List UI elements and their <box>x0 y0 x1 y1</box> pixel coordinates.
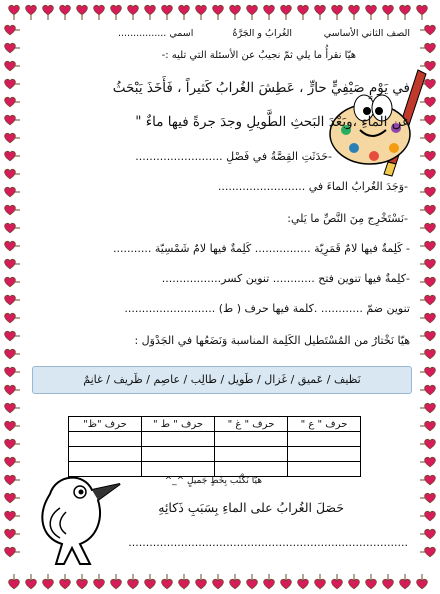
heart-icon <box>264 5 275 15</box>
heart-icon <box>264 579 275 589</box>
heart-icon <box>5 169 16 179</box>
question-3-c: تنوين ضمّ ............ .كلمة فيها حرف ( ط) .......................... <box>124 302 410 315</box>
heart-icon <box>425 295 436 305</box>
heart-icon <box>425 205 436 215</box>
heart-icon <box>425 25 436 35</box>
table-row <box>69 447 361 462</box>
heart-icon <box>400 5 411 15</box>
heart-icon <box>425 457 436 467</box>
table-cell[interactable] <box>142 432 215 447</box>
heart-icon <box>425 187 436 197</box>
heart-icon <box>5 367 16 377</box>
story-line-1: في يَوْمٍ صَيْفِيٍّ حارٍّ ، عَطِشَ الغُرابُ كَثيراً ، فَأَخَذَ يَبْحَثُ <box>112 80 410 96</box>
word-bank-item[interactable]: طَويل <box>227 373 254 386</box>
heart-icon <box>425 277 436 287</box>
heart-icon <box>425 475 436 485</box>
handwriting-line[interactable]: ................................................................................ <box>128 536 408 549</box>
word-bank-item[interactable]: طالِب <box>190 373 217 386</box>
table-cell[interactable] <box>69 432 142 447</box>
heart-icon <box>366 5 377 15</box>
heart-icon <box>425 223 436 233</box>
word-bank-item[interactable]: عَميق <box>297 373 324 386</box>
word-bank <box>32 366 412 394</box>
heart-icon <box>77 579 88 589</box>
lesson-title: الغُرابُ و الجَرَّةُ <box>232 28 292 39</box>
heart-icon <box>5 205 16 215</box>
heart-icon <box>425 259 436 269</box>
question-3-b: -كلِمةٌ فيها تنوين فتح ............ تنوين كسر................. <box>161 272 410 285</box>
heart-icon <box>425 493 436 503</box>
heart-icon <box>315 5 326 15</box>
heart-icon <box>213 5 224 15</box>
heart-icon <box>5 529 16 539</box>
heart-icon <box>5 295 16 305</box>
heart-icon <box>5 115 16 125</box>
heart-icon <box>425 511 436 521</box>
heart-icon <box>94 579 105 589</box>
table-cell[interactable] <box>142 462 215 477</box>
table-cell[interactable] <box>288 447 361 462</box>
heart-icon <box>5 439 16 449</box>
heart-icon <box>5 97 16 107</box>
heart-icon <box>128 579 139 589</box>
heart-icon <box>5 241 16 251</box>
table-header: حرف " غ " <box>215 417 288 432</box>
heart-icon <box>425 529 436 539</box>
heart-icon <box>5 385 16 395</box>
word-bank-item[interactable]: عاصِم <box>153 373 181 386</box>
heart-icon <box>5 403 16 413</box>
table-row <box>69 432 361 447</box>
heart-icon <box>332 5 343 15</box>
heart-icon <box>349 579 360 589</box>
table-cell[interactable] <box>215 447 288 462</box>
heart-icon <box>281 579 292 589</box>
heart-icon <box>298 579 309 589</box>
heart-icon <box>332 579 343 589</box>
heart-icon <box>5 25 16 35</box>
heart-icon <box>5 187 16 197</box>
heart-icon <box>425 547 436 557</box>
heart-icon <box>425 313 436 323</box>
heart-icon <box>349 5 360 15</box>
word-separator: / <box>142 373 154 386</box>
question-3-a: - كَلِمةٌ فيها لامٌ قَمَرِيّة ................ كَلِمةٌ فيها لامٌ شَمْسِيّة ........... <box>112 242 410 255</box>
heart-icon <box>5 61 16 71</box>
heart-icon <box>425 385 436 395</box>
table-header-row <box>69 417 361 432</box>
heart-icon <box>425 367 436 377</box>
table-header: حرف " ع " <box>288 417 361 432</box>
heart-icon <box>5 133 16 143</box>
table-cell[interactable] <box>288 462 361 477</box>
word-separator: / <box>180 373 191 386</box>
table-header: حرف " ط " <box>142 417 215 432</box>
question-2: -وَجَدَ الغُرابُ الماءَ في ......................... <box>217 180 408 193</box>
heart-icon <box>5 349 16 359</box>
class-label: الصف الثاني الأساسي <box>323 28 410 39</box>
heart-icon <box>5 547 16 557</box>
heart-icon <box>60 5 71 15</box>
heart-icon <box>425 421 436 431</box>
heart-icon <box>230 5 241 15</box>
table-header: حرف "ظ" <box>69 417 142 432</box>
heart-icon <box>43 5 54 15</box>
heart-icon <box>26 5 37 15</box>
heart-icon <box>366 579 377 589</box>
heart-icon <box>9 579 20 589</box>
word-separator: / <box>287 373 298 386</box>
heart-icon <box>417 5 428 15</box>
heart-icon <box>5 511 16 521</box>
heart-icon <box>5 43 16 53</box>
heart-icon <box>5 313 16 323</box>
heart-icon <box>5 475 16 485</box>
worksheet <box>26 22 414 570</box>
word-separator: / <box>102 373 114 386</box>
word-bank-item[interactable]: غانِمٌ <box>83 373 103 386</box>
heart-icon <box>5 331 16 341</box>
table-cell[interactable] <box>215 432 288 447</box>
heart-icon <box>425 403 436 413</box>
table-cell[interactable] <box>142 447 215 462</box>
heart-icon <box>425 439 436 449</box>
heart-icon <box>5 277 16 287</box>
heart-icon <box>417 579 428 589</box>
table-cell[interactable] <box>69 447 142 462</box>
heart-icon <box>145 5 156 15</box>
heart-icon <box>43 579 54 589</box>
word-separator: / <box>323 373 334 386</box>
word-separator: / <box>253 373 265 386</box>
heart-icon <box>77 5 88 15</box>
heart-icon <box>400 579 411 589</box>
heart-icon <box>111 579 122 589</box>
heart-icon <box>5 457 16 467</box>
heart-icon <box>196 5 207 15</box>
heart-icon <box>383 579 394 589</box>
heart-icon <box>94 5 105 15</box>
heart-icon <box>145 579 156 589</box>
handwriting-sentence: حَصَلَ الغُرابُ على الماءِ بِسَبَبِ ذَكائِهِ <box>158 500 344 515</box>
question-3-title: -نَسْتَخْرِج مِنَ النَّصِّ ما يَلي: <box>287 212 408 225</box>
heart-icon <box>247 5 258 15</box>
word-bank-item[interactable]: نَظيف <box>333 373 361 386</box>
heart-icon <box>298 5 309 15</box>
heart-icon <box>5 421 16 431</box>
heart-icon <box>9 5 20 15</box>
question-1: -حَدَثَتِ القِصَّةُ في فَصْلِ ......................... <box>135 150 332 163</box>
question-4-title: هيّا نَخْتارُ من المُسْتَطيل الكَلِمة المناسبة وَنَضَعُها في الجَدْوَل : <box>134 334 410 347</box>
heart-icon <box>162 579 173 589</box>
heart-icon <box>5 151 16 161</box>
story-line-2: عن الماءِ ،وبَعْدَ البَحثِ الطَّويلِ وجدَ جرةً فيها ماءٌ " <box>135 114 410 130</box>
heart-icon <box>230 579 241 589</box>
heart-icon <box>5 259 16 269</box>
heart-icon <box>5 493 16 503</box>
table-cell[interactable] <box>288 432 361 447</box>
heart-icon <box>425 43 436 53</box>
heart-icon <box>315 579 326 589</box>
heart-icon <box>128 5 139 15</box>
heart-icon <box>5 79 16 89</box>
heart-icon <box>247 579 258 589</box>
heart-icon <box>383 5 394 15</box>
heart-icon <box>111 5 122 15</box>
heart-icon <box>162 5 173 15</box>
heart-icon <box>281 5 292 15</box>
worksheet-header <box>26 28 414 44</box>
handwriting-prompt: هيّا نَكْتُب بِخَطٍ جَميلٍ ^_^ <box>164 476 262 486</box>
word-bank-item[interactable]: ظَريف <box>113 373 143 386</box>
word-bank-item[interactable]: غَزال <box>264 373 288 386</box>
crow-icon <box>20 464 130 572</box>
heart-icon <box>179 5 190 15</box>
heart-icon <box>60 579 71 589</box>
heart-icon <box>425 349 436 359</box>
table-cell[interactable] <box>215 462 288 477</box>
instructions: هيّا نقرأُ ما يلي ثمّ نجيبُ عن الأسئلة التي تليه :- <box>161 50 356 61</box>
heart-icon <box>425 331 436 341</box>
student-name-field[interactable]: اسمي ................ <box>118 28 194 39</box>
heart-icon <box>179 579 190 589</box>
heart-icon <box>213 579 224 589</box>
heart-icon <box>196 579 207 589</box>
word-separator: / <box>216 373 228 386</box>
heart-icon <box>5 223 16 233</box>
heart-icon <box>26 579 37 589</box>
heart-icon <box>425 241 436 251</box>
